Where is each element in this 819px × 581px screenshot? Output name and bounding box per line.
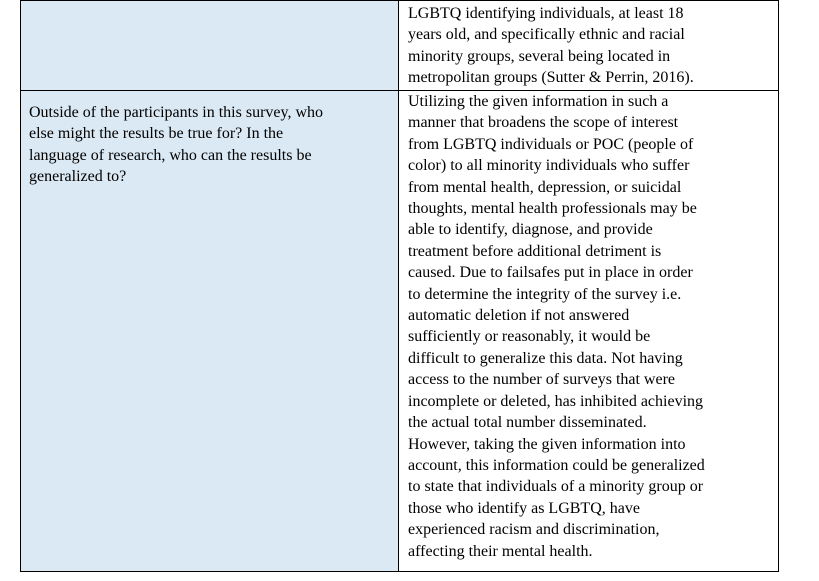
answer-line: difficult to generalize this data. Not having bbox=[408, 349, 683, 367]
answer-line: However, taking the given information into bbox=[408, 435, 686, 453]
answer-line: LGBTQ identifying individuals, at least 18 bbox=[408, 5, 684, 22]
question-cell bbox=[21, 1, 399, 91]
qa-table bbox=[20, 0, 779, 572]
answer-line: from mental health, depression, or suicidal bbox=[408, 178, 682, 196]
answer-line: incomplete or deleted, has inhibited achieving bbox=[408, 392, 704, 410]
answer-line: metropolitan groups (Sutter & Perrin, 2016). bbox=[408, 69, 694, 87]
answer-line: to state that individuals of a minority group or bbox=[408, 478, 704, 496]
answer-cell bbox=[399, 91, 779, 572]
answer-line: affecting their mental health. bbox=[408, 542, 593, 560]
answer-line: years old, and specifically ethnic and racial bbox=[408, 26, 685, 44]
answer-line: experienced racism and discrimination, bbox=[408, 521, 660, 539]
answer-line: treatment before additional detriment is bbox=[408, 242, 662, 260]
answer-line: Utilizing the given information in such a bbox=[408, 93, 669, 110]
answer-line: color) to all minority individuals who suffer bbox=[408, 157, 690, 175]
question-line: Outside of the participants in this survey, who bbox=[29, 104, 324, 121]
answer-line: from LGBTQ individuals or POC (people of bbox=[408, 135, 694, 153]
question-line: else might the results be true for? In the bbox=[29, 125, 284, 143]
question-line: generalized to? bbox=[29, 168, 127, 186]
table-row bbox=[21, 1, 779, 91]
answer-line: able to identify, diagnose, and provide bbox=[408, 221, 653, 239]
answer-line: to determine the integrity of the survey i.e. bbox=[408, 285, 682, 303]
answer-line: those who identify as LGBTQ, have bbox=[408, 499, 640, 517]
answer-line: minority groups, several being located in bbox=[408, 47, 671, 65]
table-row bbox=[21, 91, 779, 572]
question-cell bbox=[21, 91, 399, 572]
answer-line: caused. Due to failsafes put in place in order bbox=[408, 264, 693, 282]
answer-line: manner that broadens the scope of interest bbox=[408, 114, 679, 132]
question-line: language of research, who can the results be bbox=[29, 146, 312, 164]
answer-line: access to the number of surveys that were bbox=[408, 371, 676, 389]
answer-line: the actual total number disseminated. bbox=[408, 414, 647, 432]
answer-line: automatic deletion if not answered bbox=[408, 307, 630, 325]
answer-line: account, this information could be generalized bbox=[408, 456, 705, 474]
answer-line: sufficiently or reasonably, it would be bbox=[408, 328, 651, 346]
answer-line: thoughts, mental health professionals may be bbox=[408, 200, 697, 218]
answer-cell bbox=[399, 1, 779, 91]
